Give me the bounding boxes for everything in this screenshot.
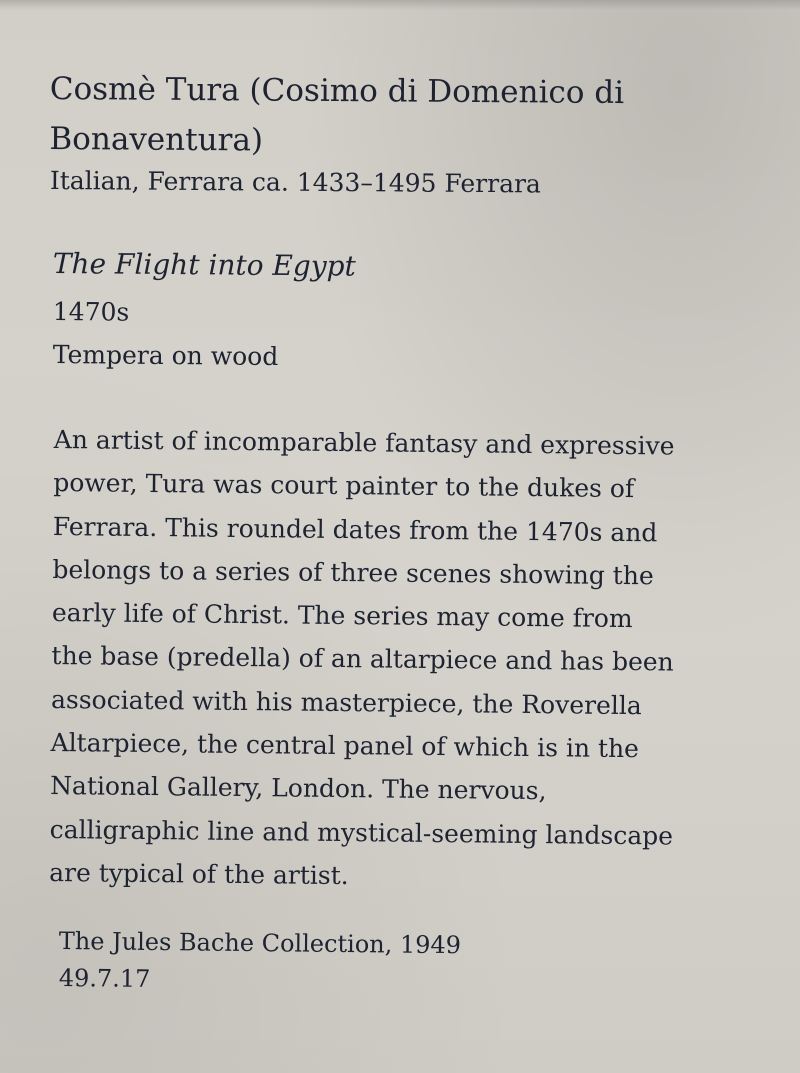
description-line: An artist of incomparable fantasy and expressive xyxy=(53,424,675,461)
description-line: National Gallery, London. The nervous, xyxy=(49,771,547,806)
description-line: Altarpiece, the central panel of which is in the xyxy=(50,728,640,764)
artist-nationality-dates: Italian, Ferrara ca. 1433–1495 Ferrara xyxy=(49,165,541,199)
description-line: the base (predella) of an altarpiece and has been xyxy=(51,641,674,677)
artwork-title: The Flight into Egypt xyxy=(52,246,356,283)
description-line: belongs to a series of three scenes showing the xyxy=(52,554,654,591)
artwork-description xyxy=(49,418,734,901)
description-line: calligraphic line and mystical-seeming landscape xyxy=(49,814,674,851)
description-line: associated with his masterpiece, the Roverella xyxy=(50,684,642,720)
artwork-medium: Tempera on wood xyxy=(52,339,279,371)
description-line: early life of Christ. The series may come from xyxy=(51,598,633,634)
description-line: power, Tura was court painter to the dukes of xyxy=(53,468,635,504)
description-line: are typical of the artist. xyxy=(49,857,349,891)
accession-number: 49.7.17 xyxy=(58,963,151,993)
artwork-date: 1470s xyxy=(52,296,130,327)
description-line: Ferrara. This roundel dates from the 1470s and xyxy=(52,511,658,547)
credit-line: The Jules Bache Collection, 1949 xyxy=(58,926,462,960)
artist-name: Cosmè Tura (Cosimo di Domenico di Bonaventura) xyxy=(49,70,625,159)
